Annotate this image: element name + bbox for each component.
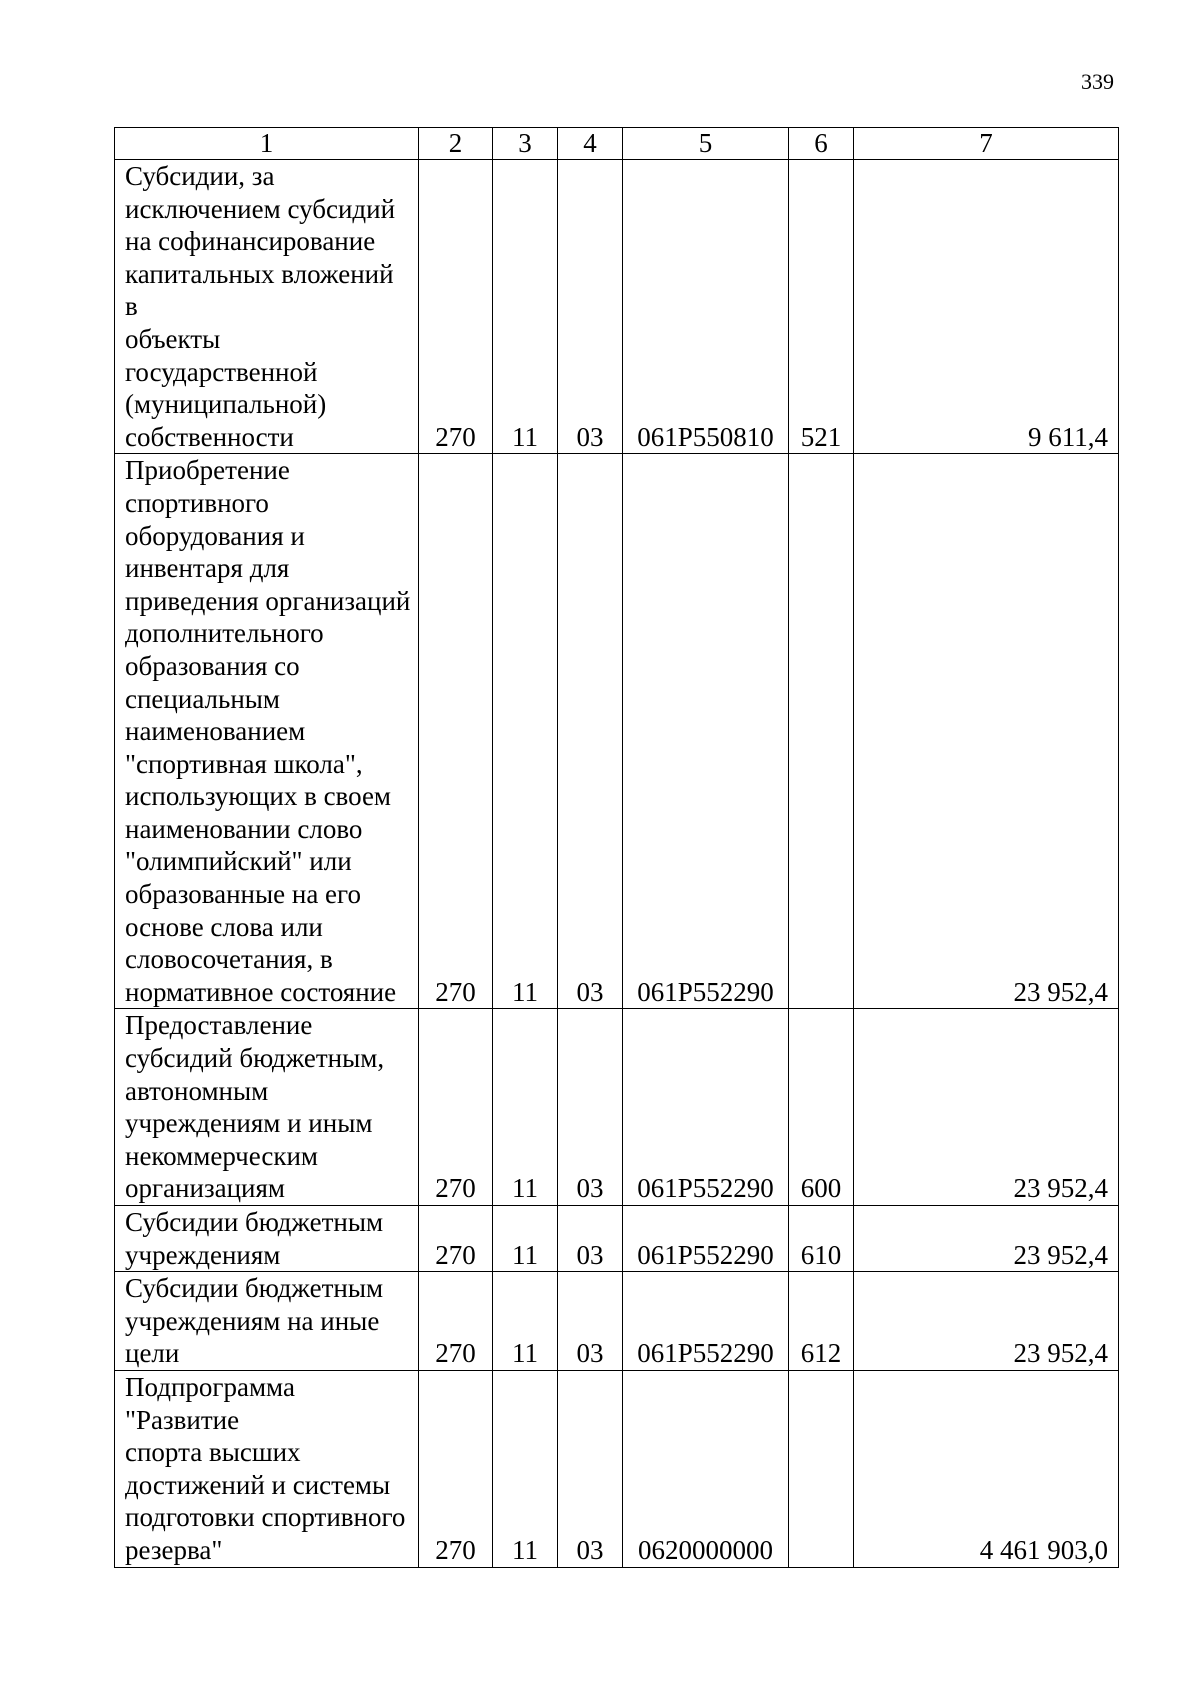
table-row bbox=[115, 160, 1119, 454]
ministry-code-cell: 270 bbox=[419, 1370, 493, 1567]
table-header-row bbox=[115, 128, 1119, 160]
target-code-cell: 061Р552290 bbox=[623, 1009, 789, 1206]
description-cell: Подпрограмма "Развитие спорта высших достижений и системы подготовки спортивного резерва" bbox=[115, 1370, 419, 1567]
expense-type-cell: 612 bbox=[789, 1272, 854, 1371]
table-row bbox=[115, 1272, 1119, 1371]
ministry-code-cell: 270 bbox=[419, 454, 493, 1009]
table-row bbox=[115, 1206, 1119, 1272]
amount-cell: 23 952,4 bbox=[854, 1009, 1119, 1206]
ministry-code-cell: 270 bbox=[419, 1272, 493, 1371]
header-cell: 3 bbox=[493, 128, 558, 160]
amount-cell: 23 952,4 bbox=[854, 1272, 1119, 1371]
budget-table bbox=[114, 127, 1119, 1568]
subsection-code-cell: 03 bbox=[558, 1009, 623, 1206]
target-code-cell: 061Р552290 bbox=[623, 1272, 789, 1371]
ministry-code-cell: 270 bbox=[419, 160, 493, 454]
subsection-code-cell: 03 bbox=[558, 454, 623, 1009]
header-cell: 2 bbox=[419, 128, 493, 160]
target-code-cell: 061Р552290 bbox=[623, 1206, 789, 1272]
description-cell: Предоставление субсидий бюджетным, автономным учреждениям и иным некоммерческим организациям bbox=[115, 1009, 419, 1206]
page-number: 339 bbox=[1081, 69, 1114, 94]
expense-type-cell bbox=[789, 454, 854, 1009]
description-cell: Субсидии бюджетным учреждениям на иные цели bbox=[115, 1272, 419, 1371]
amount-cell: 23 952,4 bbox=[854, 454, 1119, 1009]
expense-type-cell: 610 bbox=[789, 1206, 854, 1272]
amount-cell: 9 611,4 bbox=[854, 160, 1119, 454]
subsection-code-cell: 03 bbox=[558, 1370, 623, 1567]
section-code-cell: 11 bbox=[493, 1370, 558, 1567]
description-cell: Субсидии бюджетным учреждениям bbox=[115, 1206, 419, 1272]
target-code-cell: 061Р552290 bbox=[623, 454, 789, 1009]
target-code-cell: 061Р550810 bbox=[623, 160, 789, 454]
ministry-code-cell: 270 bbox=[419, 1009, 493, 1206]
header-cell: 7 bbox=[854, 128, 1119, 160]
expense-type-cell: 521 bbox=[789, 160, 854, 454]
table-row bbox=[115, 1370, 1119, 1567]
expense-type-cell: 600 bbox=[789, 1009, 854, 1206]
table-row bbox=[115, 454, 1119, 1009]
description-cell: Субсидии, за исключением субсидий на софинансирование капитальных вложений в объекты государственной (муниципальной) собственности bbox=[115, 160, 419, 454]
table-row bbox=[115, 1009, 1119, 1206]
subsection-code-cell: 03 bbox=[558, 160, 623, 454]
amount-cell: 4 461 903,0 bbox=[854, 1370, 1119, 1567]
section-code-cell: 11 bbox=[493, 160, 558, 454]
expense-type-cell bbox=[789, 1370, 854, 1567]
section-code-cell: 11 bbox=[493, 1272, 558, 1371]
ministry-code-cell: 270 bbox=[419, 1206, 493, 1272]
section-code-cell: 11 bbox=[493, 1009, 558, 1206]
section-code-cell: 11 bbox=[493, 1206, 558, 1272]
amount-cell: 23 952,4 bbox=[854, 1206, 1119, 1272]
subsection-code-cell: 03 bbox=[558, 1272, 623, 1371]
subsection-code-cell: 03 bbox=[558, 1206, 623, 1272]
section-code-cell: 11 bbox=[493, 454, 558, 1009]
header-cell: 4 bbox=[558, 128, 623, 160]
target-code-cell: 0620000000 bbox=[623, 1370, 789, 1567]
header-cell: 5 bbox=[623, 128, 789, 160]
header-cell: 1 bbox=[115, 128, 419, 160]
description-cell: Приобретение спортивного оборудования и инвентаря для приведения организаций дополнительного образования со специальным наименованием "спортивная школа", использующих в своем наименовании слово "олимпийский" или образованные на его основе слова или словосочетания, в нормативное состояние bbox=[115, 454, 419, 1009]
header-cell: 6 bbox=[789, 128, 854, 160]
